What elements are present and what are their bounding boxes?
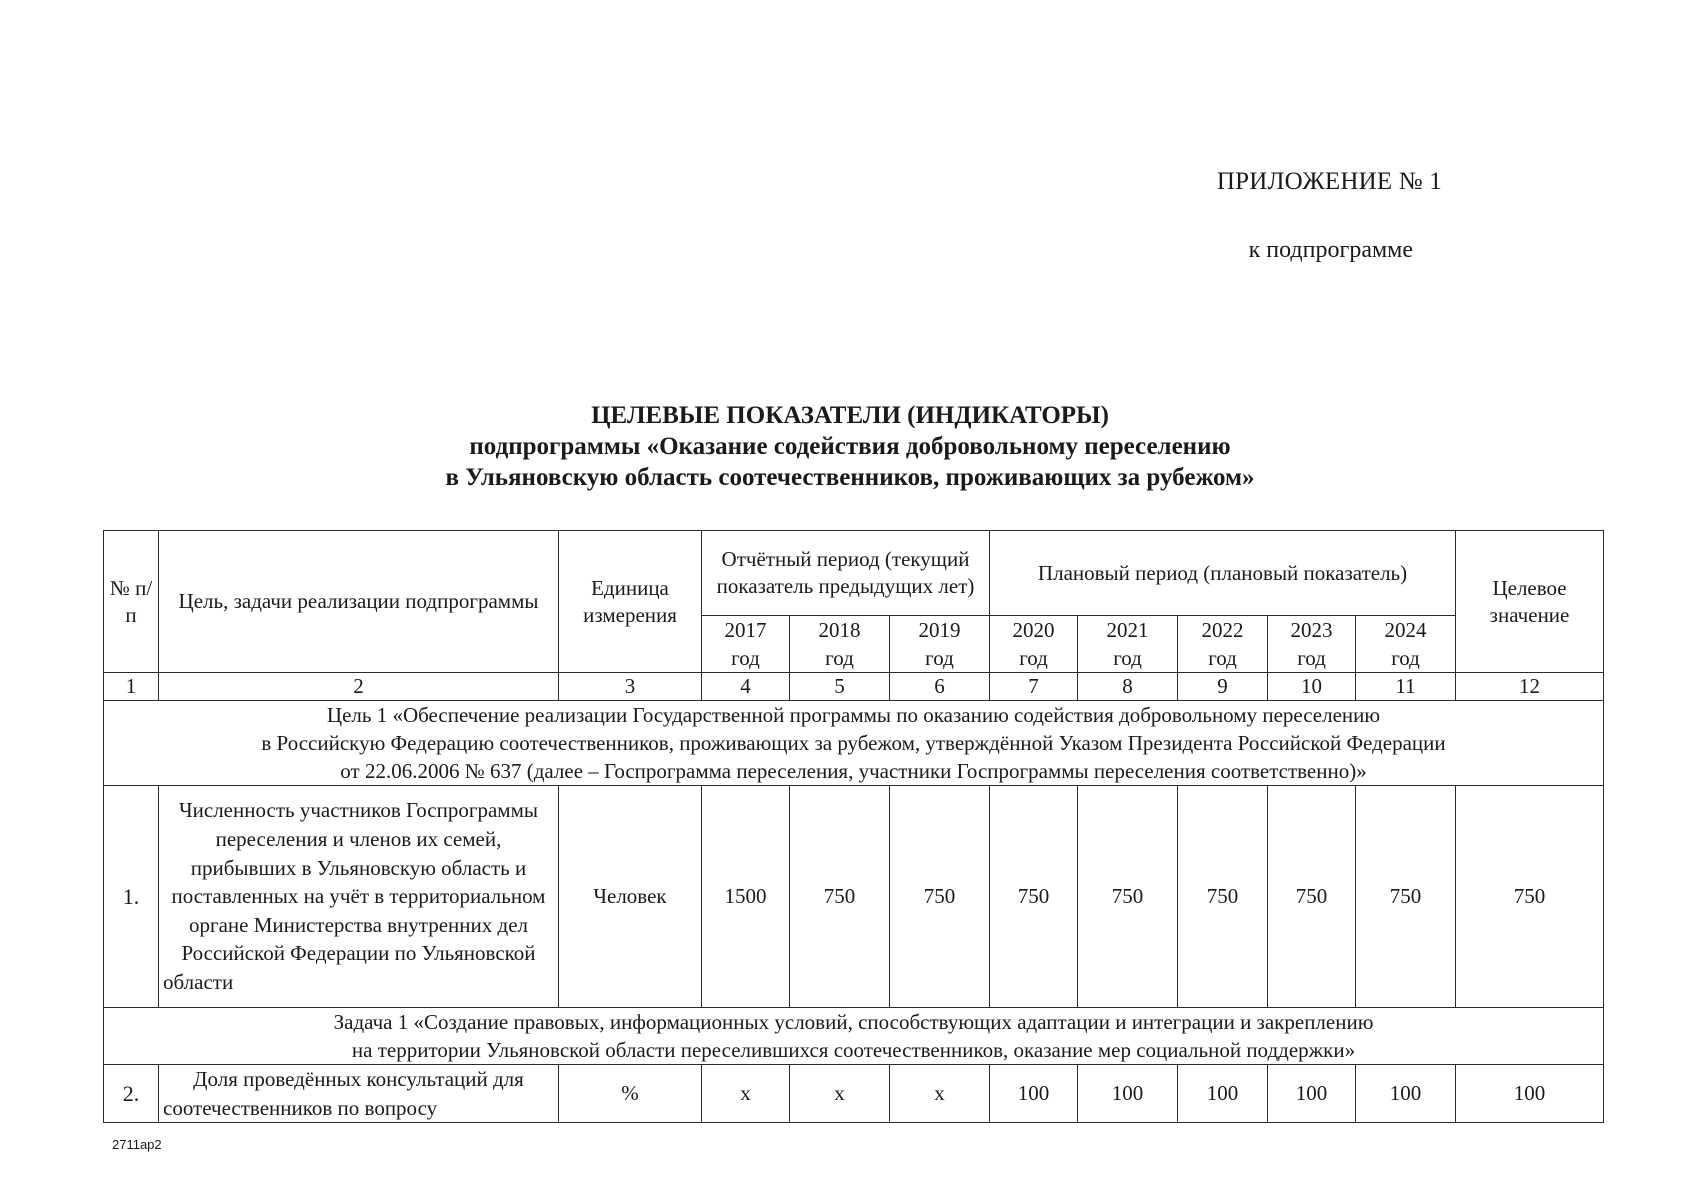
header-year-2018: 2018 год [790, 616, 890, 673]
value-2022: 100 [1178, 1065, 1268, 1123]
target-value: 100 [1456, 1065, 1604, 1123]
row-number: 1. [104, 786, 159, 1008]
header-num: № п/п [104, 531, 159, 673]
column-number: 1 [104, 673, 159, 701]
task-1-line-1: Задача 1 «Создание правовых, информационных условий, способствующих адаптации и интеграции и закреплению [333, 1010, 1374, 1034]
title-line-1: ЦЕЛЕВЫЕ ПОКАЗАТЕЛИ (ИНДИКАТОРЫ) [591, 402, 1109, 429]
value-2020: 750 [990, 786, 1078, 1008]
column-number: 9 [1178, 673, 1268, 701]
value-2023: 100 [1268, 1065, 1356, 1123]
header-target-value: Целевое значение [1456, 531, 1604, 673]
goal-1-line-3: от 22.06.2006 № 637 (далее – Госпрограмма переселения, участники Госпрограммы переселения соответственно)» [340, 759, 1367, 783]
unit-cell: % [559, 1065, 702, 1123]
value-2018: 750 [790, 786, 890, 1008]
goal-1-line-1: Цель 1 «Обеспечение реализации Государственной программы по оказанию содействия добровольному переселению [326, 703, 1381, 727]
column-number-row [104, 673, 1604, 701]
appendix-subtitle: к подпрограмме [1248, 237, 1413, 263]
goal-row [104, 701, 1604, 786]
column-number: 7 [990, 673, 1078, 701]
column-number: 2 [159, 673, 559, 701]
value-2024: 750 [1356, 786, 1456, 1008]
document-title [240, 400, 1460, 493]
goal-1-line-2: в Российскую Федерацию соотечественников, проживающих за рубежом, утверждённой Указом Президента Российской Федерации [261, 731, 1446, 755]
unit-cell: Человек [559, 786, 702, 1008]
value-2019: х [890, 1065, 990, 1123]
indicators-table [103, 530, 1604, 1123]
column-number: 3 [559, 673, 702, 701]
header-year-2020: 2020 год [990, 616, 1078, 673]
value-2020: 100 [990, 1065, 1078, 1123]
header-year-2019: 2019 год [890, 616, 990, 673]
title-line-2: подпрограммы «Оказание содействия добровольному переселению [469, 433, 1231, 460]
header-year-2021: 2021 год [1078, 616, 1178, 673]
value-2018: х [790, 1065, 890, 1123]
header-year-2023: 2023 год [1268, 616, 1356, 673]
task-1-heading [104, 1008, 1604, 1065]
column-number: 10 [1268, 673, 1356, 701]
column-number: 11 [1356, 673, 1456, 701]
value-2022: 750 [1178, 786, 1268, 1008]
title-line-3: в Ульяновскую область соотечественников, проживающих за рубежом» [445, 464, 1255, 491]
value-2021: 750 [1078, 786, 1178, 1008]
task-1-line-2: на территории Ульяновской области переселившихся соотечественников, оказание мер социальной поддержки» [351, 1038, 1356, 1062]
column-number: 8 [1078, 673, 1178, 701]
column-number: 12 [1456, 673, 1604, 701]
header-goal: Цель, задачи реализации подпрограммы [159, 531, 559, 673]
task-row [104, 1008, 1604, 1065]
header-year-2017: 2017 год [702, 616, 790, 673]
value-2017: 1500 [702, 786, 790, 1008]
column-number: 5 [790, 673, 890, 701]
column-number: 6 [890, 673, 990, 701]
header-reporting-period: Отчётный период (текущий показатель предыдущих лет) [702, 531, 990, 616]
value-2021: 100 [1078, 1065, 1178, 1123]
column-number: 4 [702, 673, 790, 701]
indicator-text: Численность участников Госпрограммы переселения и членов их семей, прибывших в Ульяновскую область и поставленных на учёт в территориальном органе Министерства внутренних дел Российской Федерации по Ульяновской области [159, 786, 559, 1008]
value-2024: 100 [1356, 1065, 1456, 1123]
target-value: 750 [1456, 786, 1604, 1008]
table-row [104, 786, 1604, 1008]
document-code: 2711ap2 [112, 1137, 162, 1152]
header-planned-period: Плановый период (плановый показатель) [990, 531, 1456, 616]
value-2017: х [702, 1065, 790, 1123]
goal-1-heading [104, 701, 1604, 786]
appendix-number: ПРИЛОЖЕНИЕ № 1 [1216, 168, 1442, 195]
header-unit: Единица измерения [559, 531, 702, 673]
row-number: 2. [104, 1065, 159, 1123]
value-2019: 750 [890, 786, 990, 1008]
value-2023: 750 [1268, 786, 1356, 1008]
header-year-2022: 2022 год [1178, 616, 1268, 673]
header-year-2024: 2024 год [1356, 616, 1456, 673]
table-row [104, 1065, 1604, 1123]
indicator-text: Доля проведённых консультаций для соотечественников по вопросу [159, 1065, 559, 1123]
